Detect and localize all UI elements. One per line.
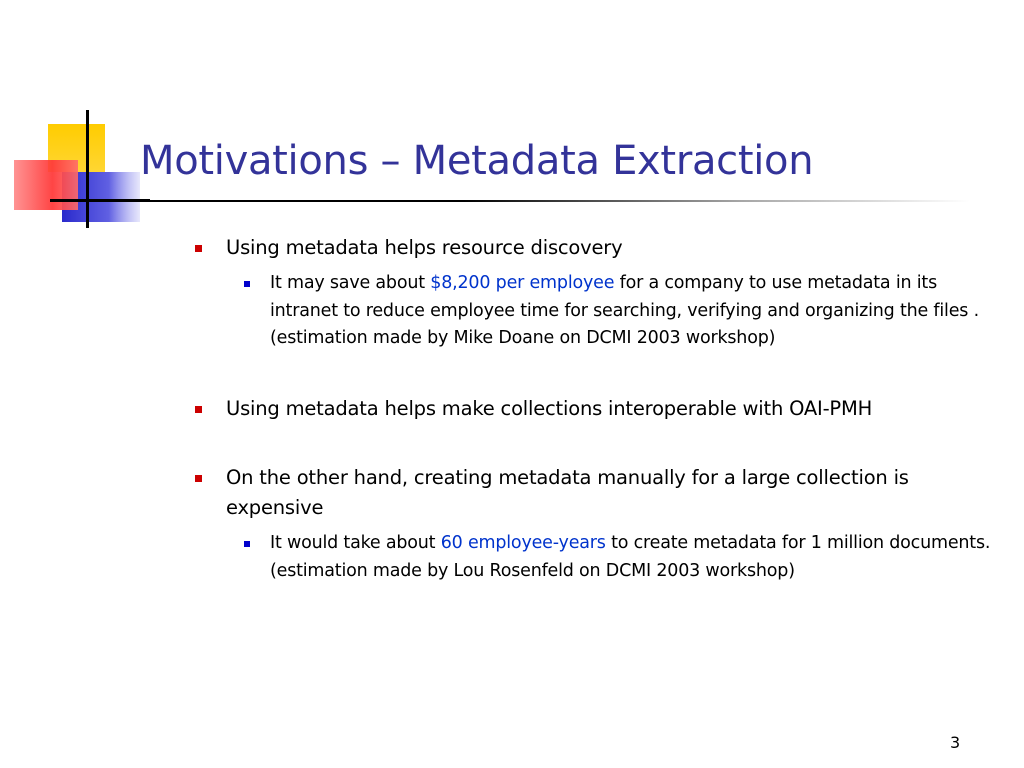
bullet-text: Using metadata helps make collections interoperable with OAI-PMH (226, 397, 873, 420)
bullet-square-icon (195, 245, 202, 252)
bullet-square-icon (195, 475, 202, 482)
bullet-text: Using metadata helps resource discovery (226, 236, 623, 259)
bullet-square-icon (244, 281, 250, 287)
cost-highlight: $8,200 per employee (430, 273, 615, 293)
sub-bullet-employee-years (270, 530, 1000, 585)
sub-bullet-cost-savings (270, 270, 1000, 353)
effort-highlight: 60 employee-years (440, 533, 606, 553)
sub-bullet-text-after: for a company to use metadata in its intranet to reduce employee time for searching, verifying and organizing the files . (estimation made by Mike Doane on DCMI 2003 workshop) (270, 273, 979, 348)
page-number: 3 (950, 733, 961, 752)
bullet-square-icon (244, 541, 250, 547)
sub-bullet-text-before: It may save about (270, 273, 431, 293)
sub-bullet-text-after: to create metadata for 1 million documents. (estimation made by Lou Rosenfeld on DCMI 2003 workshop) (270, 533, 991, 581)
bullet-square-icon (195, 406, 202, 413)
bullet-manual-cost (226, 463, 966, 523)
bullet-interoperability (226, 394, 966, 424)
slide-title: Motivations – Metadata Extraction (140, 138, 814, 184)
sub-bullet-text-before: It would take about (270, 533, 441, 553)
bullet-resource-discovery (226, 233, 966, 263)
bullet-text: On the other hand, creating metadata manually for a large collection is expensive (226, 466, 909, 519)
